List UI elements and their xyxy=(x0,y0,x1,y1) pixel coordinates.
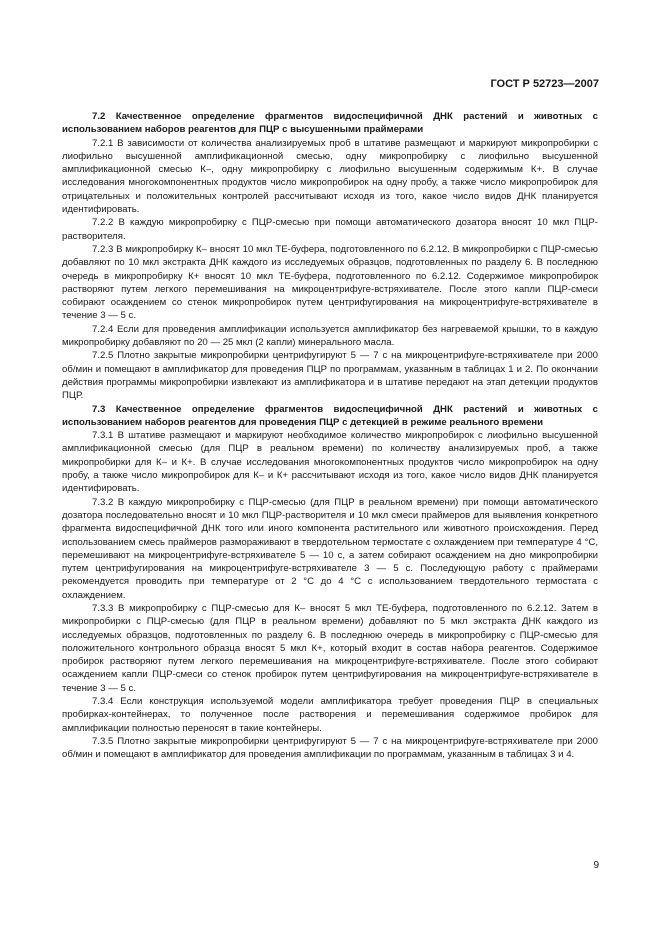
paragraph: 7.2.4 Если для проведения амплификации используется амплификатор без нагреваемой крышки, то в каждую микропробирку добавляют по 20 — 25 мкл (2 капли) минерального масла. xyxy=(62,323,598,349)
paragraph: 7.3.5 Плотно закрытые микропробирки центрифугируют 5 — 7 с на микроцентрифуге-встряхивателе при 2000 об/мин и помещают в амплификатор для проведения амплификации по программам, указанным в таблицах 3 и 4. xyxy=(62,735,598,761)
document-body xyxy=(62,110,598,762)
page-number: 9 xyxy=(593,860,599,871)
paragraph: 7.3.2 В каждую микропробирку с ПЦР-смесью (для ПЦР в реальном времени) при помощи автоматического дозатора последовательно вносят и 10 мкл ПЦР-растворителя и 10 мкл смеси праймеров для выявления конкретного фрагмента видоспецифичной ДНК того или иного компонента растительного или животного происхождения. Перед использованием смесь праймеров размораживают в твердотельном термостате с охлаждением при температуре 4 °С, перемешивают на микроцентрифуге-встряхивателе 5 — 10 с, а затем собирают осаждением на дно микропробирки путем центрифугирования на микроцентрифуге-встряхивателе 3 — 5 с. Последующую работу с праймерами рекомендуется проводить при температуре от 2 °С до 4 °С с использованием твердотельного термостата с охлаждением. xyxy=(62,496,598,601)
section-heading: 7.3 Качественное определение фрагментов видоспецифичной ДНК растений и животных с использованием наборов реагентов для проведения ПЦР с детекцией в режиме реального времени xyxy=(62,403,598,428)
document-id: ГОСТ Р 52723—2007 xyxy=(490,78,599,90)
paragraph: 7.3.1 В штативе размещают и маркируют необходимое количество микропробирок с лиофильно высушенной амплификационной смесью (для ПЦР в реальном времени) по количеству анализируемых проб, а также микропробирки для К– и К+. В случае исследования многокомпонентных продуктов число микропробирок на одну пробу, а также число микропробирок для К– и К+ рассчитывают исходя из того, какое число видов ДНК планируется идентифировать. xyxy=(62,430,598,495)
section-heading: 7.2 Качественное определение фрагментов видоспецифичной ДНК растений и животных с использованием наборов реагентов для ПЦР с высушенными праймерами xyxy=(62,111,598,136)
paragraph: 7.3.3 В микропробирку с ПЦР-смесью для К– вносят 5 мкл ТЕ-буфера, подготовленного по 6.2.12. Затем в микропробирки с ПЦР-смесью (для ПЦР в реальном времени) добавляют по 5 мкл экстракта ДНК каждого из исследуемых образцов, подготовленных по разделу 6. В последнюю очередь в микропробирку с ПЦР-смесью для положительного контрольного образца вносят 5 мкл К+, который входит в состав набора реагентов. Содержимое пробирок растворяют путем легкого перемешивания на микроцентрифуге-встряхивателе. После этого собирают осаждением капли ПЦР-смеси со стенок пробирок путем центрифугирования на микроцентрифуге-встряхивателе в течение 3 — 5 с. xyxy=(62,602,598,694)
paragraph: 7.2.1 В зависимости от количества анализируемых проб в штативе размещают и маркируют микропробирки с лиофильно высушенной амплификационной смесью, одну микропробирку с лиофильно высушенной амплификационной смесью К–, одну микропробирку с лиофильно высушенным содержимым К+. В случае исследования многокомпонентных продуктов число микропробирок на одну пробу, а также число микропробирок для отрицательных и положительных контролей рассчитывают исходя из того, какое число видов ДНК планируется идентифировать. xyxy=(62,137,598,216)
paragraph: 7.2.2 В каждую микропробирку с ПЦР-смесью при помощи автоматического дозатора вносят 10 мкл ПЦР-растворителя. xyxy=(62,217,598,242)
paragraph: 7.2.3 В микропробирку К– вносят 10 мкл ТЕ-буфера, подготовленного по 6.2.12. В микропробирки с ПЦР-смесью добавляют по 10 мкл экстракта ДНК каждого из исследуемых образцов, подготовленных по разделу 6. В последнюю очередь в микропробирку К+ вносят 10 мкл ТЕ-буфера, подготовленного по 6.2.12. Содержимое микропробирок растворяют путем легкого перемешивания на микроцентрифуге-встряхивателе. После этого капли ПЦР-смеси собирают осаждением со стенок микропробирок путем центрифугирования на микроцентрифуге-встряхивателе в течение 3 — 5 с. xyxy=(62,243,598,322)
paragraph: 7.3.4 Если конструкция используемой модели амплификатора требует проведения ПЦР в специальных пробирках-контейнерах, то полученное после растворения и перемешивания содержимое пробирок для амплификации полностью переносят в такие контейнеры. xyxy=(62,696,598,734)
paragraph: 7.2.5 Плотно закрытые микропробирки центрифугируют 5 — 7 с на микроцентрифуге-встряхивателе при 2000 об/мин и помещают в амплификатор для проведения ПЦР по программам, указанным в таблицах 1 и 2. По окончании действия программы микропробирки извлекают из амплификатора и в штативе передают на этап детекции продуктов ПЦР. xyxy=(62,350,598,402)
